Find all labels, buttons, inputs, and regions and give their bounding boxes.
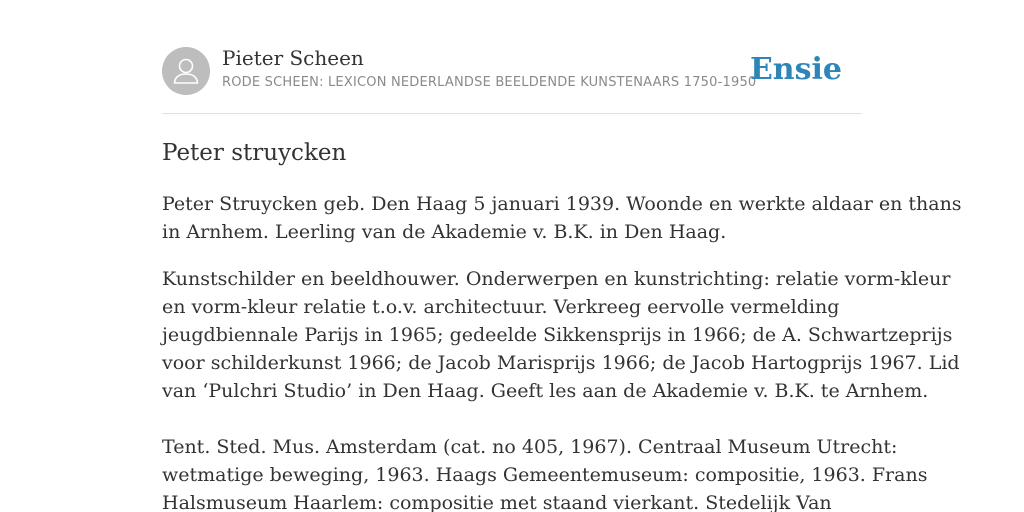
paragraph-line: Peter Struycken geb. Den Haag 5 januari 1939. Woonde en werkte aldaar en thans — [162, 193, 962, 215]
article-paragraph-3 — [162, 433, 928, 512]
author-header — [162, 46, 862, 96]
paragraph-line: Halsmuseum Haarlem: compositie met staand vierkant. Stedelijk Van — [162, 492, 832, 512]
paragraph-line: Tent. Sted. Mus. Amsterdam (cat. no 405, 1967). Centraal Museum Utrecht: — [162, 436, 898, 458]
paragraph-line: in Arnhem. Leerling van de Akademie v. B.K. in Den Haag. — [162, 221, 727, 243]
paragraph-line: voor schilderkunst 1966; de Jacob Marisprijs 1966; de Jacob Hartogprijs 1967. Lid — [162, 352, 960, 374]
author-avatar[interactable] — [162, 47, 210, 95]
header-divider — [162, 113, 862, 114]
paragraph-line: jeugdbiennale Parijs in 1965; gedeelde Sikkensprijs in 1966; de A. Schwartzeprijs — [162, 324, 953, 346]
paragraph-line: wetmatige beweging, 1963. Haags Gemeentemuseum: compositie, 1963. Frans — [162, 464, 928, 486]
author-name-link[interactable]: Pieter Scheen — [222, 46, 364, 70]
article-paragraph-1 — [162, 190, 962, 246]
paragraph-line: Kunstschilder en beeldhouwer. Onderwerpen en kunstrichting: relatie vorm-kleur — [162, 268, 951, 290]
paragraph-line: van ‘Pulchri Studio’ in Den Haag. Geeft les aan de Akademie v. B.K. te Arnhem. — [162, 380, 929, 402]
ensie-logo[interactable]: Ensie — [749, 52, 842, 87]
user-silhouette-icon — [162, 47, 210, 95]
source-title-link[interactable]: RODE SCHEEN: LEXICON NEDERLANDSE BEELDENDE KUNSTENAARS 1750-1950 — [222, 75, 757, 90]
article-title: Peter struycken — [162, 140, 347, 166]
article-paragraph-2 — [162, 265, 960, 405]
paragraph-line: en vorm-kleur relatie t.o.v. architectuur. Verkreeg eervolle vermelding — [162, 296, 840, 318]
